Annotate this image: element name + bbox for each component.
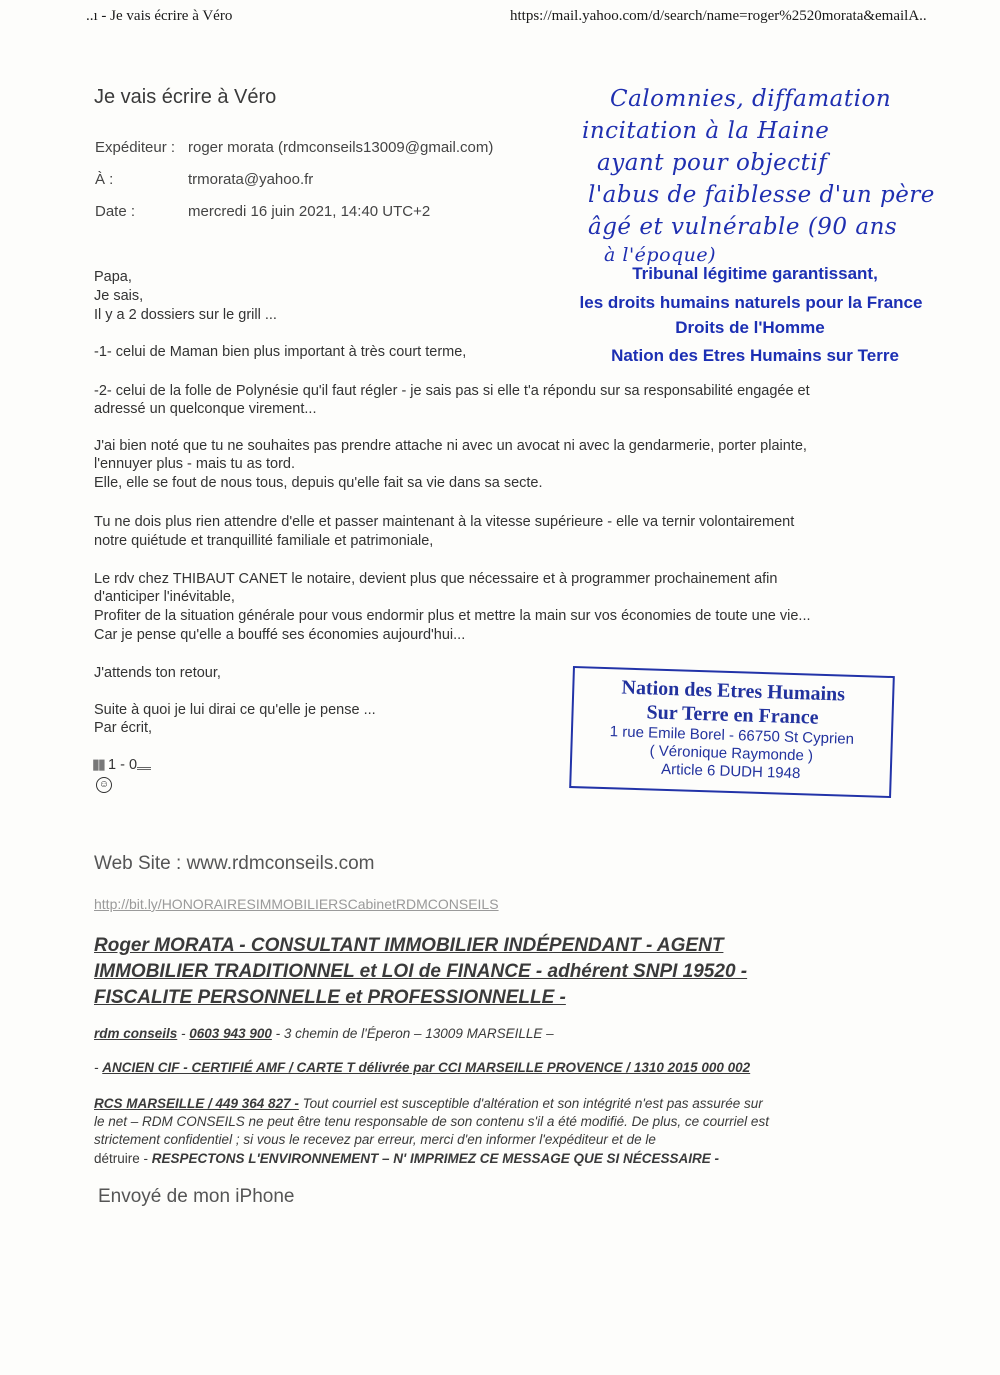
smiley-icon: ☺ [96,777,112,793]
disclaimer-line: strictement confidentiel ; si vous le recevez par erreur, merci d'en informer l'expéditeur et de le [94,1132,656,1147]
body-line: Suite à quoi je lui dirai ce qu'elle je pense ... [94,702,376,718]
body-line: Tu ne dois plus rien attendre d'elle et passer maintenant à la vitesse supérieure - elle va ternir volontairement [94,514,795,530]
body-line: J'attends ton retour, [94,665,221,681]
signature-heading-line: IMMOBILIER TRADITIONNEL et LOI de FINANCE - adhérent SNPI 19520 - [94,961,748,982]
disclaimer-line: détruire - RESPECTONS L'ENVIRONNEMENT – N' IMPRIMEZ CE MESSAGE QUE SI NÉCESSAIRE - [94,1151,720,1166]
box-stamp-line: Article 6 DUDH 1948 [660,760,801,783]
tribunal-stamp-line: Nation des Etres Humains sur Terre [611,346,899,365]
body-line: Le rdv chez THIBAUT CANET le notaire, devient plus que nécessaire et à programmer prochainement afin [94,571,778,587]
signature-heading-line: Roger MORATA - CONSULTANT IMMOBILIER INDÉPENDANT - AGENT [94,935,724,956]
signature-link[interactable]: http://bit.ly/HONORAIRESIMMOBILIERSCabinetRDMCONSEILS [94,896,499,912]
sender-label: Expéditeur : [95,139,176,156]
body-line: Il y a 2 dossiers sur le grill ... [94,307,277,323]
body-line: Car je pense qu'elle a bouffé ses économies aujourd'hui... [94,627,466,643]
handwritten-line: incitation à la Haine [582,118,830,144]
box-stamp-line: 1 rue Emile Borel - 66750 St Cyprien [609,723,855,748]
email-subject: Je vais écrire à Véro [94,86,277,108]
box-stamp [569,666,895,798]
box-stamp-line: Sur Terre en France [646,701,819,729]
handwritten-line: ayant pour objectif [597,150,828,176]
signature-heading-line: FISCALITE PERSONNELLE et PROFESSIONNELLE - [94,987,566,1008]
tribunal-stamp-line: Droits de l'Homme [675,318,825,337]
certification-line: - ANCIEN CIF - CERTIFIÉ AMF / CARTE T délivrée par CCI MARSEILLE PROVENCE / 1310 2015 000 002 [94,1060,751,1075]
handwritten-line: Calomnies, diffamation [610,86,892,112]
body-line: d'anticiper l'inévitable, [94,589,235,605]
squiggle-icon [137,761,151,770]
box-stamp-line: ( Véronique Raymonde ) [649,742,814,765]
body-line: notre quiétude et tranquillité familiale et patrimoniale, [94,533,434,549]
tribunal-stamp-line: les droits humains naturels pour la France [579,293,923,312]
body-line: Papa, [94,269,132,285]
to-label: À : [95,171,114,188]
body-line: -2- celui de la folle de Polynésie qu'il faut régler - je sais pas si elle t'a répondu sur sa responsabilité engagée et [94,383,810,399]
website-line: Web Site : www.rdmconseils.com [94,853,375,874]
body-line: l'ennuyer plus - mais tu as tord. [94,456,296,472]
body-line: J'ai bien noté que tu ne souhaites pas prendre attache ni avec un avocat ni avec la gendarmerie, porter plainte, [94,438,807,454]
body-line: Je sais, [94,288,144,304]
sign-code: ▮▮ 1 - 0 [92,756,151,774]
block-glyphs-icon: ▮▮ [92,757,104,773]
body-line: adressé un quelconque virement... [94,401,317,417]
sent-from-line: Envoyé de mon iPhone [98,1186,295,1207]
company-name: rdm conseils [94,1026,178,1041]
print-url: https://mail.yahoo.com/d/search/name=roger%2520morata&emailA.. [510,8,927,24]
print-tab-title: ..ı - Je vais écrire à Véro [86,8,233,24]
date-value: mercredi 16 juin 2021, 14:40 UTC+2 [188,203,431,220]
body-line: Par écrit, [94,720,153,736]
to-value: trmorata@yahoo.fr [188,171,314,188]
phone-number[interactable]: 0603 943 900 [189,1026,272,1041]
tribunal-stamp-line: Tribunal légitime garantissant, [632,264,878,283]
body-line: Profiter de la situation générale pour vous endormir plus et mettre la main sur vos économies de toute une vie... [94,608,811,624]
rcs-number: RCS MARSEILLE / 449 364 827 - [94,1096,299,1111]
box-stamp-line: Nation des Etres Humains [621,676,846,706]
handwritten-line: à l'époque) [604,244,717,266]
disclaimer-line: le net – RDM CONSEILS ne peut être tenu responsable de son contenu s'il a été modifié. De plus, ce courriel est [94,1114,769,1129]
date-label: Date : [95,203,136,220]
sender-value: roger morata (rdmconseils13009@gmail.com) [188,139,494,156]
handwritten-line: l'abus de faiblesse d'un père [588,182,935,208]
disclaimer-line: RCS MARSEILLE / 449 364 827 - Tout courriel est susceptible d'altération et son intégrité n'est pas assurée sur [94,1096,763,1111]
handwritten-line: âgé et vulnérable (90 ans [588,214,898,240]
body-line: Elle, elle se fout de nous tous, depuis qu'elle fait sa vie dans sa secte. [94,475,543,491]
contact-line: rdm conseils - 0603 943 900 - 3 chemin de l'Éperon – 13009 MARSEILLE – [94,1026,554,1041]
body-line: -1- celui de Maman bien plus important à très court terme, [94,344,467,360]
